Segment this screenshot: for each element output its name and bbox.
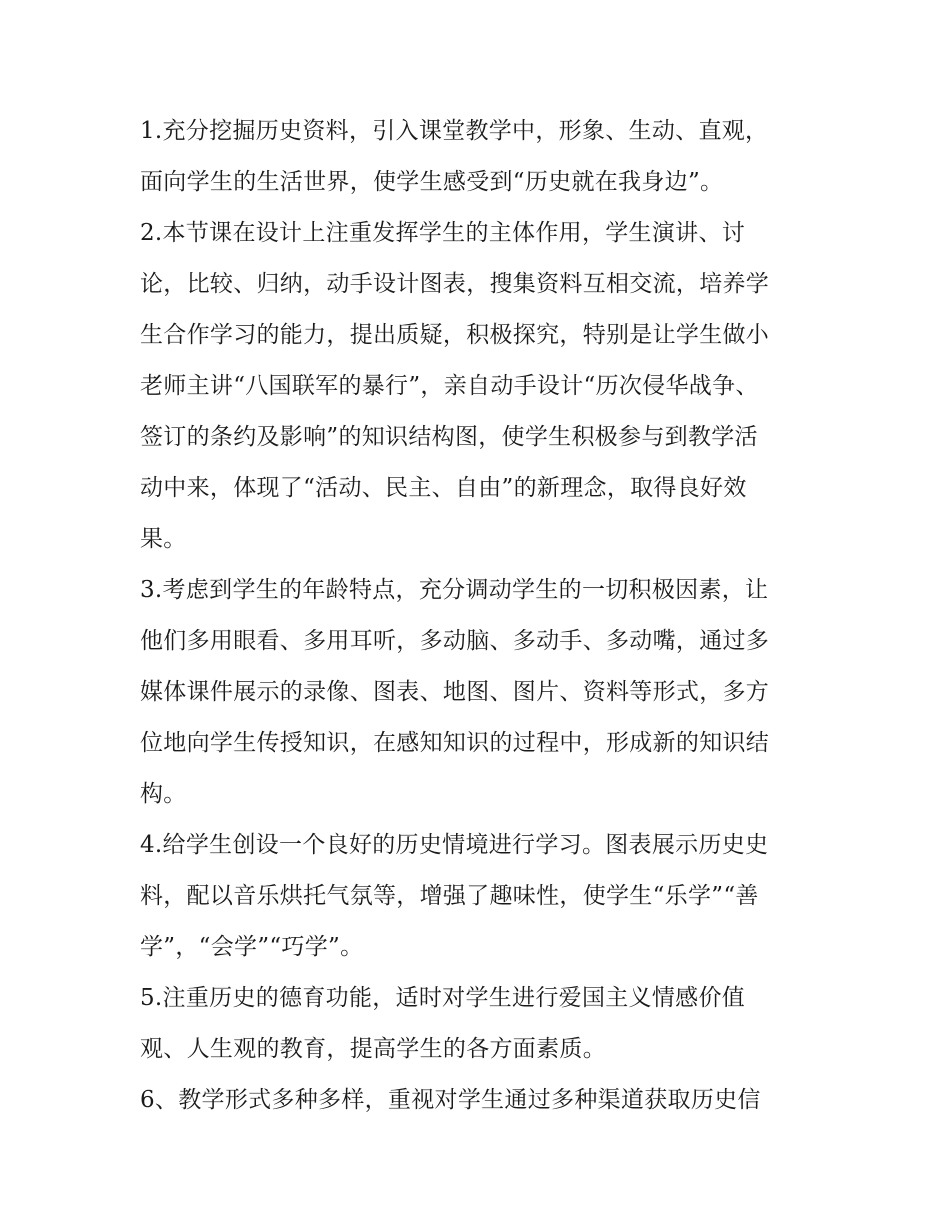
text-line: 媒体课件展示的录像、图表、地图、图片、资料等形式，多方 [140, 679, 770, 705]
text-line: 观、人生观的教育，提高学生的各方面素质。 [140, 1036, 606, 1062]
document-body [140, 106, 820, 1126]
text-line: 学”，“会学”“巧学”。 [140, 934, 364, 960]
text-line: 动中来，体现了“活动、民主、自由”的新理念，取得良好效 [140, 475, 747, 501]
text-line: 生合作学习的能力，提出质疑，积极探究，特别是让学生做小 [140, 322, 770, 348]
text-line: 位地向学生传授知识，在感知知识的过程中，形成新的知识结 [140, 730, 770, 756]
text-line: 构。 [140, 781, 187, 807]
text-line: 2.本节课在设计上注重发挥学生的主体作用，学生演讲、讨 [140, 220, 746, 246]
text-line: 面向学生的生活世界，使学生感受到“历史就在我身边”。 [140, 169, 724, 195]
text-line: 果。 [140, 526, 187, 552]
text-line: 料，配以音乐烘托气氛等，增强了趣味性，使学生“乐学”“善 [140, 883, 759, 909]
text-line: 签订的条约及影响”的知识结构图，使学生积极参与到教学活 [140, 424, 758, 450]
text-line: 5.注重历史的德育功能，适时对学生进行爱国主义情感价值 [140, 985, 746, 1011]
text-line: 他们多用眼看、多用耳听，多动脑、多动手、多动嘴，通过多 [140, 628, 770, 654]
text-line: 论，比较、归纳，动手设计图表，搜集资料互相交流，培养学 [140, 271, 770, 297]
text-line: 1.充分挖掘历史资料，引入课堂教学中，形象、生动、直观， [140, 118, 769, 144]
text-line: 老师主讲“八国联军的暴行”，亲自动手设计“历次侵华战争、 [140, 373, 759, 399]
text-line: 3.考虑到学生的年龄特点，充分调动学生的一切积极因素，让 [140, 577, 769, 603]
text-line: 4.给学生创设一个良好的历史情境进行学习。图表展示历史史 [140, 832, 769, 858]
text-line: 6、教学形式多种多样，重视对学生通过多种渠道获取历史信 [140, 1087, 761, 1113]
